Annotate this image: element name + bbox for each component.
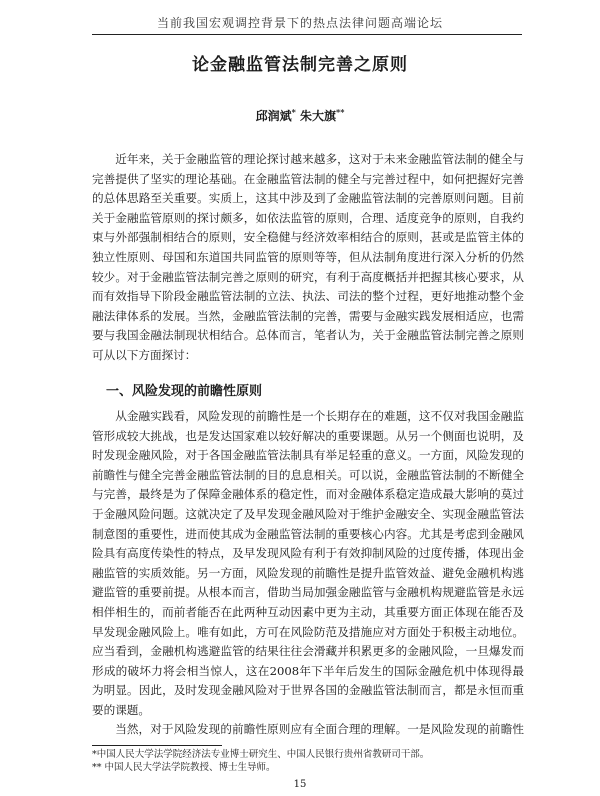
header-rule bbox=[92, 34, 522, 35]
footnote: ** 中国人民大学法学院教授、博士生导师。 bbox=[92, 762, 276, 773]
running-header: 当前我国宏观调控背景下的热点法律问题高端论坛 bbox=[156, 16, 443, 30]
footnote-marker: * bbox=[291, 107, 296, 117]
footnote-rule bbox=[92, 745, 222, 746]
author-name: 邱润斌 bbox=[255, 109, 292, 123]
footnote-marker: ** bbox=[336, 107, 345, 117]
author-name: 朱大旗 bbox=[300, 109, 337, 123]
section-heading: 一、风险发现的前瞻性原则 bbox=[106, 384, 263, 399]
intro-paragraph: 近年来，关于金融监管的理论探讨越来越多，这对于未来金融监管法制的健全与完善提供了坚实的理论基础。在金融监管法制的健全与完善过程中，如何把握好完善的总体思路至关重要。实质上，这其中涉及到了金融监管法制的完善原则问题。目前关于金融监管原则的探讨颇多，如依法监管的原则，合理、适度竞争的原则，自我约束与外部强制相结合的原则，安全稳健与经济效率相结合的原则，甚或是监管主体的独立性原则、母国和东道国共同监管的原则等等，但从法制角度进行深入分析的仍然较少。对于金融监管法制完善之原则的研究，有利于高度概括并把握其核心要求，从而有效指导下阶段金融监管法制的立法、执法、司法的整个过程，更好地推动整个金融法律体系的发展。当然，金融监管法制的完善，需要与金融实践发展相适应，也需要与我国金融法制现状相结合。总体而言，笔者认为，关于金融监管法制完善之原则可从以下方面探讨： bbox=[92, 152, 524, 362]
continuation-paragraph: 当然，对于风险发现的前瞻性原则应有全面合理的理解。一是风险发现的前瞻性 bbox=[115, 722, 524, 736]
page-number: 15 bbox=[293, 779, 307, 790]
section-paragraph: 从金融实践看，风险发现的前瞻性是一个长期存在的难题，这不仅对我国金融监管形成较大挑战，也是发达国家难以较好解决的重要课题。从另一个侧面也说明，及时发现金融风险，对于各国金融监管法制具有举足轻重的意义。一方面，风险发现的前瞻性与健全完善金融监管法制的目的息息相关。可以说，金融监管法制的不断健全与完善，最终是为了保障金融体系的稳定性，而对金融体系稳定造成最大影响的莫过于金融风险问题。这就决定了及早发现金融风险对于维护金融安全、实现金融监管法制意图的重要性，进而使其成为金融监管法制的重要核心内容。尤其是考虑到金融风险具有高度传染性的特点，及早发现风险有利于有效抑制风险的过度传播，体现出金融监管的实质效能。另一方面，风险发现的前瞻性是提升监管效益、避免金融机构逃避监管的重要前提。从根本而言，借助当局加强金融监管与金融机构规避监管是永远相伴相生的，而前者能否在此两种互动因素中更为主动，其重要方面正体现在能否及早发现金融风险上。唯有如此，方可在风险防范及措施应对方面处于积极主动地位。应当看到，金融机构逃避监管的结果往往会滑藏并积累更多的金融风险，一旦爆发而形成的破坏力将会相当惊人，这在2008年下半年后发生的国际金融危机中体现得最为明显。因此，及时发现金融风险对于世界各国的金融监管法制而言，都是永恒而重要的课题。 bbox=[92, 409, 524, 717]
footnote: *中国人民大学法学院经济法专业博士研究生、中国人民银行贵州省教研司干部。 bbox=[92, 749, 430, 760]
article-title: 论金融监管法制完善之原则 bbox=[192, 55, 408, 75]
author-line bbox=[0, 107, 600, 124]
